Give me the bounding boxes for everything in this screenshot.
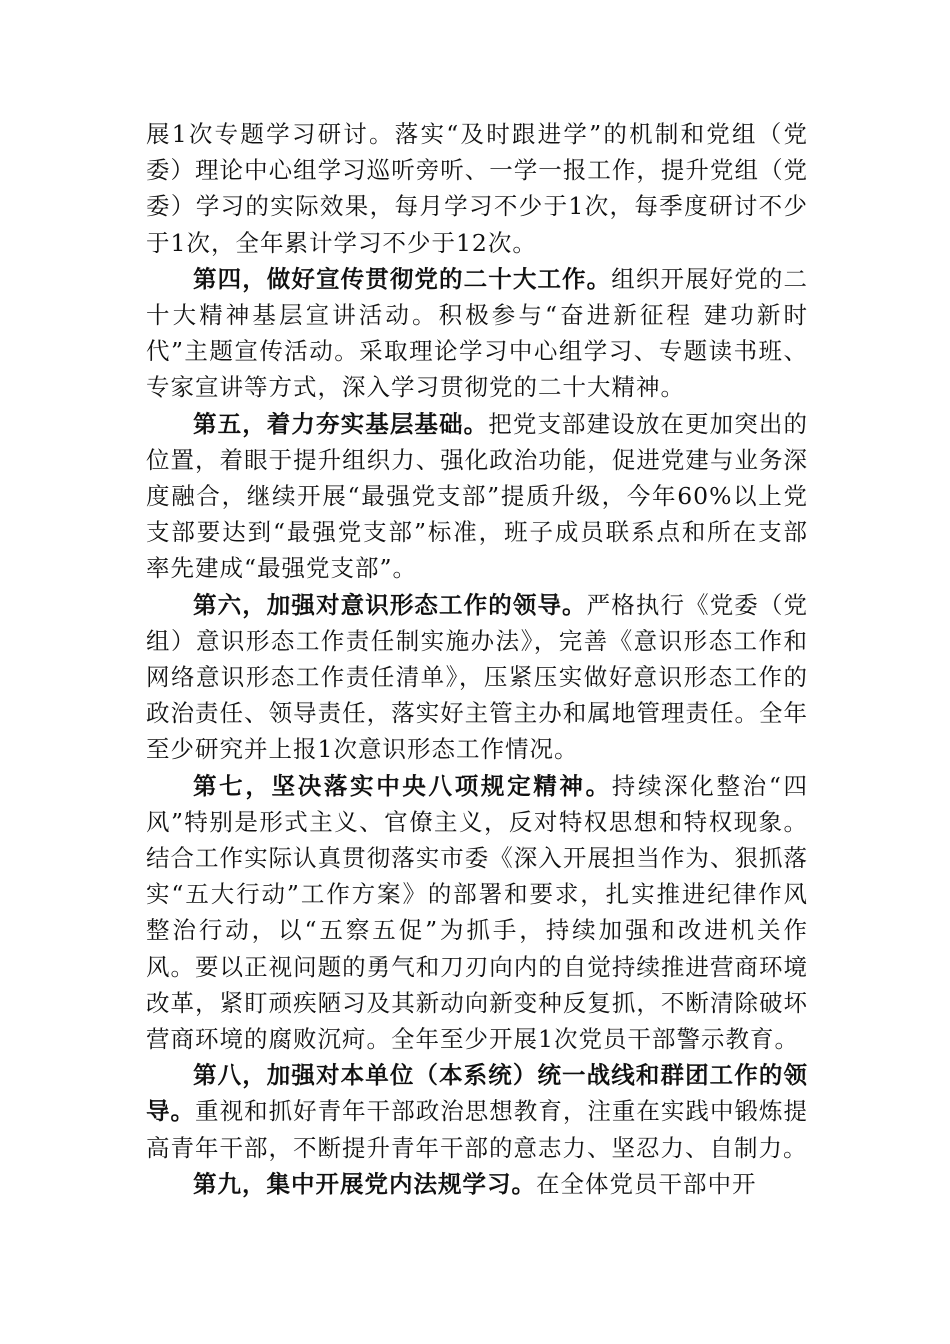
paragraph-continued — [146, 116, 808, 261]
paragraph-heading: 第四，做好宣传贯彻党的二十大工作。 — [193, 264, 612, 293]
paragraph-heading: 第九，集中开展党内法规学习。 — [193, 1169, 536, 1198]
paragraph-body: 重视和抓好青年干部政治思想教育，注重在实践中锻炼提高青年干部，不断提升青年干部的意志力、坚忍力、自制力。 — [146, 1097, 809, 1162]
paragraph-body: 在全体党员干部中开 — [536, 1169, 757, 1198]
paragraph-heading: 第七，坚决落实中央八项规定精神。 — [193, 771, 612, 800]
paragraph-item-7 — [146, 768, 808, 1058]
paragraph-item-5 — [146, 406, 808, 587]
paragraph-body: 展1次专题学习研讨。落实“及时跟进学”的机制和党组（党委）理论中心组学习巡听旁听、一学一报工作，提升党组（党委）学习的实际效果，每月学习不少于1次，每季度研讨不少于1次，全年累计学习不少于12次。 — [146, 120, 808, 257]
paragraph-item-8 — [146, 1057, 808, 1166]
paragraph-body: 持续深化整治“四风”特别是形式主义、官僚主义，反对特权思想和特权现象。结合工作实际认真贯彻落实市委《深入开展担当作为、狠抓落实“五大行动”工作方案》的部署和要求，扎实推进纪律作风整治行动，以“五察五促”为抓手，持续加强和改进机关作风。要以正视问题的勇气和刀刃向内的自觉持续推进营商环境改革，紧盯顽疾陋习及其新动向新变种反复抓，不断清除破坏营商环境的腐败沉疴。全年至少开展1次党员干部警示教育。 — [146, 771, 809, 1054]
paragraph-item-9 — [146, 1166, 808, 1202]
paragraph-body: 把党支部建设放在更加突出的位置，着眼于提升组织力、强化政治功能，促进党建与业务深度融合，继续开展“最强党支部”提质升级，今年60%以上党支部要达到“最强党支部”标准，班子成员联系点和所在支部率先建成“最强党支部”。 — [146, 409, 808, 583]
paragraph-heading: 第五，着力夯实基层基础。 — [193, 409, 489, 438]
paragraph-item-6 — [146, 587, 808, 768]
paragraph-body: 严格执行《党委（党组）意识形态工作责任制实施办法》，完善《意识形态工作和网络意识形态工作责任清单》，压紧压实做好意识形态工作的政治责任、领导责任，落实好主管主办和属地管理责任。全年至少研究并上报1次意识形态工作情况。 — [146, 590, 809, 764]
paragraph-body: 组织开展好党的二十大精神基层宣讲活动。积极参与“奋进新征程 建功新时代”主题宣传活动。采取理论学习中心组学习、专题读书班、专家宣讲等方式，深入学习贯彻党的二十大精神。 — [146, 264, 809, 402]
document-page — [146, 116, 808, 1202]
paragraph-heading: 第六，加强对意识形态工作的领导。 — [193, 590, 587, 619]
paragraph-item-4 — [146, 261, 808, 406]
paragraph-heading: 第八，加强对本单位（本系统）统一战线和群团工作的领导。 — [146, 1061, 808, 1126]
